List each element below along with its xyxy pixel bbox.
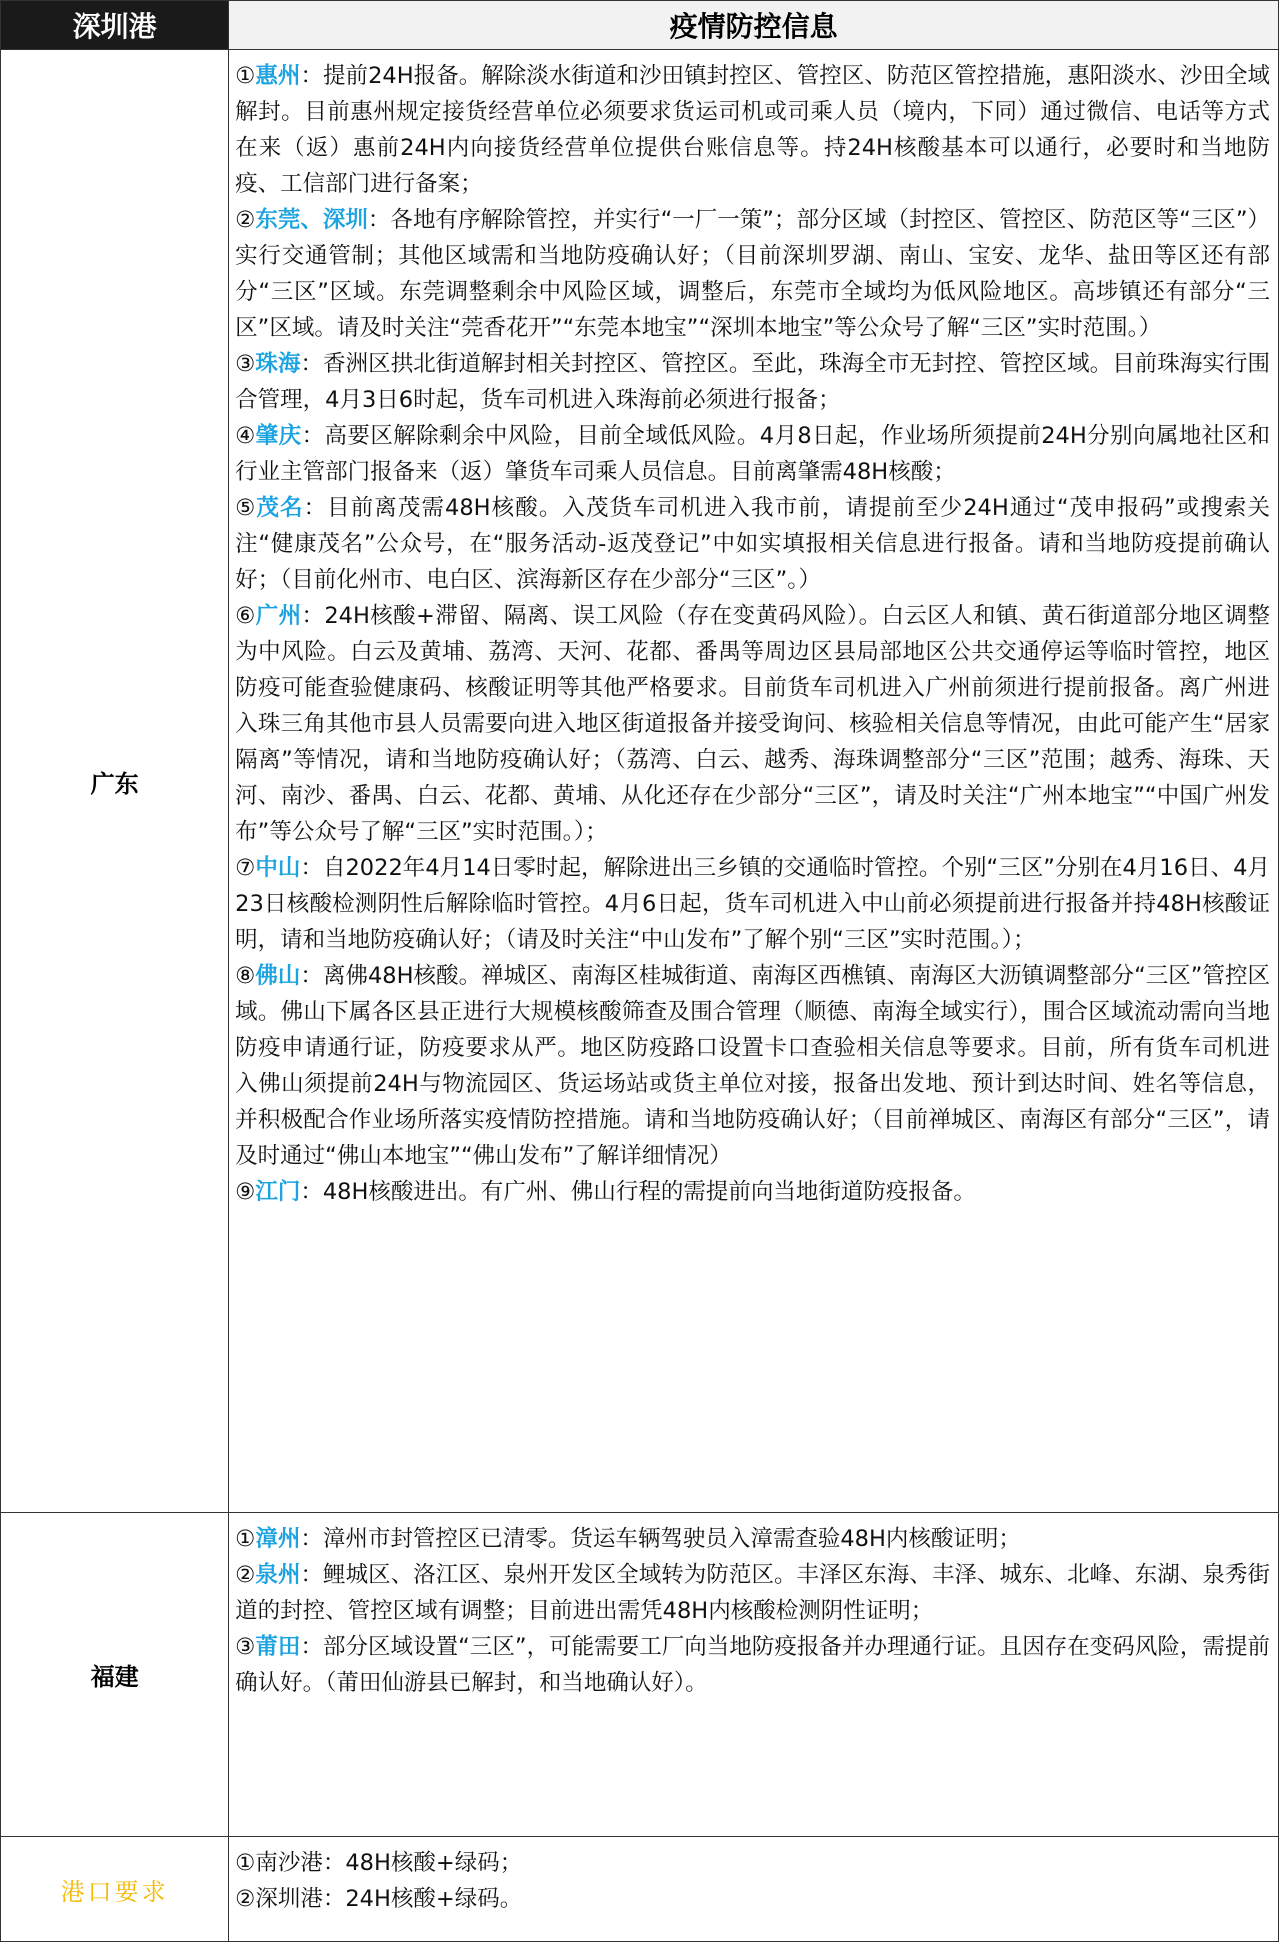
- city-name: 漳州: [255, 1526, 301, 1552]
- entry-zhuhai: [235, 346, 1270, 418]
- entry-number: ③: [235, 1634, 256, 1660]
- entry-number: ②: [235, 1886, 256, 1912]
- entry-text: ：鲤城区、洛江区、泉州开发区全域转为防范区。丰泽区东海、丰泽、城东、北峰、东湖、泉秀街道的封控、管控区域有调整；目前进出需凭48H内核酸检测阴性证明；: [235, 1562, 1270, 1624]
- city-name: 泉州: [255, 1562, 301, 1588]
- city-name: 茂名: [256, 495, 304, 521]
- entry-number: ⑧: [235, 963, 256, 989]
- entry-number: ⑥: [235, 603, 256, 629]
- entry-number: ②: [235, 207, 256, 233]
- section-row-port: [1, 1837, 1279, 1942]
- entry-text: ：高要区解除剩余中风险，目前全域低风险。4月8日起，作业场所须提前24H分别向属地社区和行业主管部门报备来（返）肇货车司乘人员信息。目前离肇需48H核酸；: [235, 423, 1271, 485]
- entry-zhangzhou: [235, 1521, 1270, 1557]
- port-name-header: 深圳港: [1, 1, 229, 50]
- entry-text: ：漳州市封管控区已清零。货运车辆驾驶员入漳需查验48H内核酸证明；: [300, 1526, 1021, 1552]
- region-content-guangdong: [229, 50, 1279, 1513]
- entry-shenzhen-port: [235, 1881, 1270, 1917]
- city-name: 惠州: [255, 63, 301, 89]
- entry-putian: [235, 1629, 1270, 1701]
- entry-text: ：香洲区拱北街道解封相关封控区、管控区。至此，珠海全市无封控、管控区域。目前珠海实行围合管理，4月3日6时起，货车司机进入珠海前必须进行报备；: [235, 351, 1270, 413]
- entry-number: ①: [235, 1850, 256, 1876]
- entry-text: ：目前离茂需48H核酸。入茂货车司机进入我市前，请提前至少24H通过“茂申报码”或搜索关注“健康茂名”公众号，在“服务活动-返茂登记”中如实填报相关信息进行报备。请和当地防疫提前确认好；（目前化州市、电白区、滨海新区存在少部分“三区”。）: [235, 495, 1270, 593]
- entry-text: ：24H核酸+滞留、隔离、误工风险（存在变黄码风险）。白云区人和镇、黄石街道部分地区调整为中风险。白云及黄埔、荔湾、天河、花都、番禺等周边区县局部地区公共交通停运等临时管控，地区防疫可能查验健康码、核酸证明等其他严格要求。目前货车司机进入广州前须进行提前报备。离广州进入珠三角其他市县人员需要向进入地区街道报备并接受询问、核验相关信息等情况，由此可能产生“居家隔离”等情况，请和当地防疫确认好；（荔湾、白云、越秀、海珠调整部分“三区”范围；越秀、海珠、天河、南沙、番禺、白云、花都、黄埔、从化还存在少部分“三区”，请及时关注“广州本地宝”“中国广州发布”等公众号了解“三区”实时范围。）；: [235, 603, 1270, 845]
- entry-zhongshan: [235, 850, 1270, 958]
- entry-guangzhou: [235, 598, 1270, 850]
- entry-huizhou: [235, 58, 1270, 202]
- region-content-fujian: [229, 1513, 1279, 1837]
- city-name: 莆田: [255, 1634, 301, 1660]
- entry-number: ①: [235, 63, 256, 89]
- entry-foshan: [235, 958, 1270, 1174]
- section-row-guangdong: [1, 50, 1279, 1513]
- section-row-fujian: [1, 1513, 1279, 1837]
- info-title-header: 疫情防控信息: [229, 1, 1279, 50]
- city-name: 佛山: [255, 963, 301, 989]
- entry-number: ⑨: [235, 1179, 256, 1205]
- entry-zhaoqing: [235, 418, 1270, 490]
- city-name: 中山: [255, 855, 301, 881]
- entry-text: 深圳港：24H核酸+绿码。: [255, 1886, 523, 1912]
- entry-text: ：部分区域设置“三区”，可能需要工厂向当地防疫报备并办理通行证。且因存在变码风险，需提前确认好。（莆田仙游县已解封，和当地确认好）。: [235, 1634, 1270, 1696]
- entry-dongguan-shenzhen: [235, 202, 1270, 346]
- entry-maoming: [235, 490, 1270, 598]
- region-label-port-requirements: 港口要求: [1, 1837, 229, 1942]
- entry-text: ：48H核酸进出。有广州、佛山行程的需提前向当地街道防疫报备。: [300, 1179, 976, 1205]
- entry-number: ②: [235, 1562, 256, 1588]
- city-name: 江门: [255, 1179, 301, 1205]
- city-name: 珠海: [255, 351, 301, 377]
- city-name: 东莞、深圳: [255, 207, 368, 233]
- city-name: 肇庆: [255, 423, 302, 449]
- entry-number: ⑦: [235, 855, 256, 881]
- region-label-guangdong: 广东: [1, 50, 229, 1513]
- entry-nansha-port: [235, 1845, 1270, 1881]
- entry-text: ：提前24H报备。解除淡水街道和沙田镇封控区、管控区、防范区管控措施，惠阳淡水、沙田全域解封。目前惠州规定接货经营单位必须要求货运司机或司乘人员（境内，下同）通过微信、电话等方式在来（返）惠前24H内向接货经营单位提供台账信息等。持24H核酸基本可以通行，必要时和当地防疫、工信部门进行备案；: [235, 63, 1270, 197]
- header-row: [1, 1, 1279, 50]
- entry-jiangmen: [235, 1174, 1270, 1210]
- entry-number: ③: [235, 351, 256, 377]
- entry-text: ：自2022年4月14日零时起，解除进出三乡镇的交通临时管控。个别“三区”分别在4月16日、4月23日核酸检测阴性后解除临时管控。4月6日起，货车司机进入中山前必须提前进行报备并持48H核酸证明，请和当地防疫确认好；（请及时关注“中山发布”了解个别“三区”实时范围。）；: [235, 855, 1270, 953]
- region-label-fujian: 福建: [1, 1513, 229, 1837]
- entry-number: ④: [235, 423, 256, 449]
- city-name: 广州: [255, 603, 302, 629]
- entry-number: ①: [235, 1526, 256, 1552]
- region-content-port: [229, 1837, 1279, 1942]
- entry-number: ⑤: [235, 495, 257, 521]
- entry-text: 南沙港：48H核酸+绿码；: [255, 1850, 523, 1876]
- entry-text: ：离佛48H核酸。禅城区、南海区桂城街道、南海区西樵镇、南海区大沥镇调整部分“三区”管控区域。佛山下属各区县正进行大规模核酸筛查及围合管理（顺德、南海全域实行），围合区域流动需向当地防疫申请通行证，防疫要求从严。地区防疫路口设置卡口查验相关信息等要求。目前，所有货车司机进入佛山须提前24H与物流园区、货运场站或货主单位对接，报备出发地、预计到达时间、姓名等信息，并积极配合作业场所落实疫情防控措施。请和当地防疫确认好；（目前禅城区、南海区有部分“三区”，请及时通过“佛山本地宝”“佛山发布”了解详细情况）: [235, 963, 1271, 1169]
- entry-text: ：各地有序解除管控，并实行“一厂一策”；部分区域（封控区、管控区、防范区等“三区”）实行交通管制；其他区域需和当地防疫确认好；（目前深圳罗湖、南山、宝安、龙华、盐田等区还有部分“三区”区域。东莞调整剩余中风险区域，调整后，东莞市全域均为低风险地区。高埗镇还有部分“三区”区域。请及时关注“莞香花开”“东莞本地宝”“深圳本地宝”等公众号了解“三区”实时范围。）: [235, 207, 1270, 341]
- entry-quanzhou: [235, 1557, 1270, 1629]
